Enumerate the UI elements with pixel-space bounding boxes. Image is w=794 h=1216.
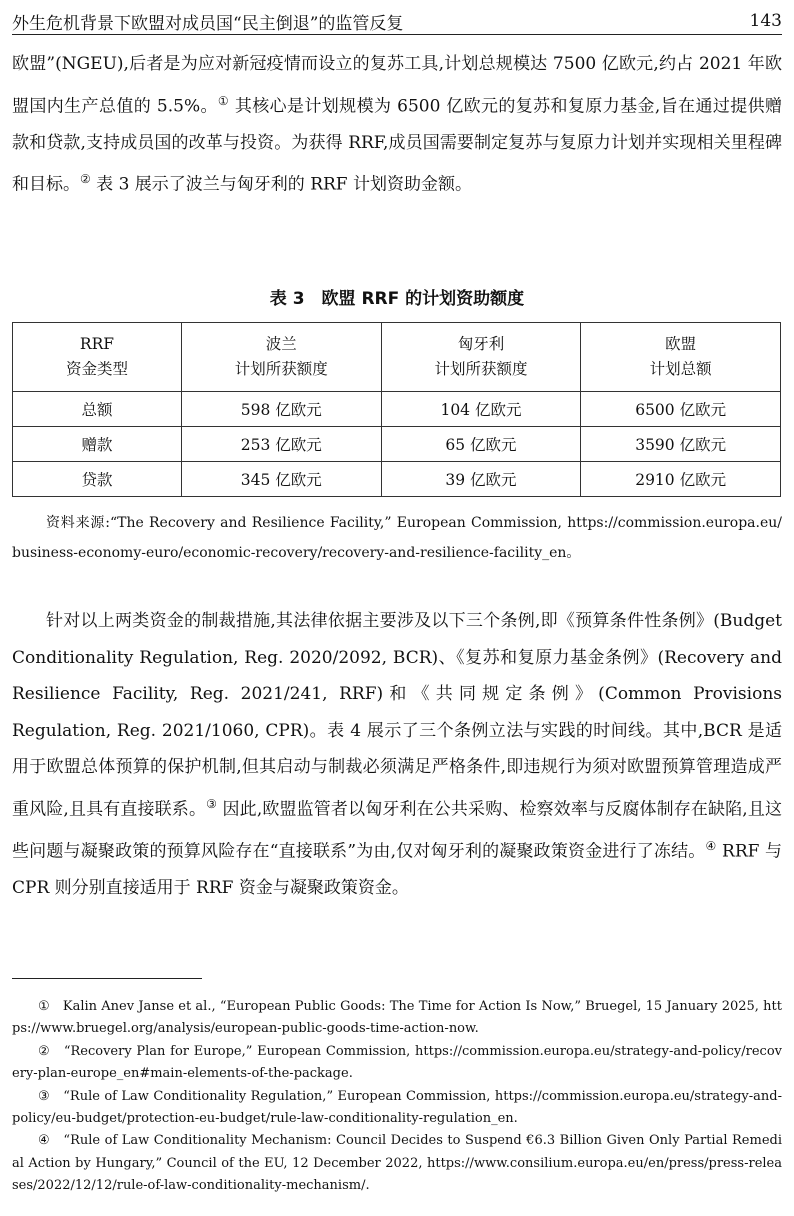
cell-eu-total: 6500 亿欧元 [581, 392, 781, 427]
footnote-ref-1[interactable]: ① [217, 93, 230, 108]
row-label-grants: 赠款 [13, 427, 182, 462]
footnote-1: ① Kalin Anev Janse et al., “European Public Goods: The Time for Action Is Now,” Bruegel, 15 January 2025, https://www.bruegel.org/analysis/european-public-goods-time-action-now. [12, 999, 782, 1037]
cell-poland-total: 598 亿欧元 [181, 392, 381, 427]
footnote-ref-3[interactable]: ③ [206, 796, 217, 811]
footnote-2: ② “Recovery Plan for Europe,” European Commission, https://commission.europa.eu/strategy-and-policy/recovery-plan-europe_en#main-elements-of-the-package. [12, 1043, 782, 1082]
footnote-3: ③ “Rule of Law Conditionality Regulation,” European Commission, https://commission.europa.eu/strategy-and-policy/eu-budget/protection-eu-budget/rule-law-conditionality-regulation_en. [12, 1088, 782, 1127]
table-source-note: 资料来源:“The Recovery and Resilience Facility,” European Commission, https://commission.europa.eu/business-economy-euro/economic-recovery/recovery-and-resilience-facility_en。 [12, 515, 782, 561]
paragraph-2: 针对以上两类资金的制裁措施,其法律依据主要涉及以下三个条例,即《预算条件性条例》(Budget Conditionality Regulation, Reg. 2020/2092, BCR)、《复苏和复原力基金条例》(Recovery and Resilience Facility, Reg. 2021/241, RRF)和《共同规定条例》(Common Provisions Regulation, Reg. 2021/1060, CPR)。表 4 展示了三个条例立法与实践的时间线。其中,BCR 是适用于欧盟总体预算的保护机制,但其启动与制裁必须满足严格条件,即违规行为须对欧盟预算管理造成严重风险,且具有直接联系。③ 因此,欧盟监管者以匈牙利在公共采购、检察效率与反腐体制存在缺陷,且这些问题与凝聚政策的预算风险存在“直接联系”为由,仅对匈牙利的凝聚政策资金进行了冻结。④ RRF 与 CPR 则分别直接适用于 RRF 资金与凝聚政策资金。 [12, 611, 783, 898]
paragraph-1: 欧盟”(NGEU),后者是为应对新冠疫情而设立的复苏工具,计划总规模达 7500 亿欧元,约占 2021 年欧盟国内生产总值的 5.5%。① 其核心是计划规模为 6500 亿欧元的复苏和复原力基金,旨在通过提供赠款和贷款,支持成员国的改革与投资。为获得 RRF,成员国需要制定复苏与复原力计划并实现相关里程碑和目标。② 表 3 展示了波兰与匈牙利的 RRF 计划资助金额。 [12, 54, 783, 195]
row-label-total: 总额 [13, 392, 182, 427]
cell-hungary-grants: 65 亿欧元 [381, 427, 581, 462]
footnote-4: ④ “Rule of Law Conditionality Mechanism: Council Decides to Suspend €6.3 Billion Given Only Partial Remedial Action by Hungary,” Council of the EU, 12 December 2022, https://www.consilium.europa.eu/en/press/press-releases/2022/12/12/rule-of-law-conditionality-mechanism/. [12, 1133, 782, 1194]
header-poland: 波兰 计划所获额度 [181, 323, 381, 392]
table-3-title: 表 3 欧盟 RRF 的计划资助额度 [269, 289, 525, 309]
row-label-loans: 贷款 [13, 462, 182, 497]
cell-eu-loans: 2910 亿欧元 [581, 462, 781, 497]
table-row [13, 427, 781, 462]
cell-hungary-total: 104 亿欧元 [381, 392, 581, 427]
cell-hungary-loans: 39 亿欧元 [381, 462, 581, 497]
table-row [13, 462, 781, 497]
footnote-ref-2[interactable]: ② [80, 172, 91, 187]
footnote-ref-4[interactable]: ④ [705, 838, 717, 853]
page-number: 143 [749, 11, 782, 31]
table-header-row [13, 323, 781, 392]
header-hungary: 匈牙利 计划所获额度 [381, 323, 581, 392]
running-title: 外生危机背景下欧盟对成员国“民主倒退”的监管反复 [12, 13, 404, 34]
footnotes [12, 996, 782, 1198]
cell-eu-grants: 3590 亿欧元 [581, 427, 781, 462]
header-eu-total: 欧盟 计划总额 [581, 323, 781, 392]
page-header [12, 8, 782, 35]
cell-poland-grants: 253 亿欧元 [181, 427, 381, 462]
rrf-funding-table [12, 322, 781, 497]
table-row [13, 392, 781, 427]
header-fund-type: RRF 资金类型 [13, 323, 182, 392]
cell-poland-loans: 345 亿欧元 [181, 462, 381, 497]
footnote-divider [12, 978, 202, 979]
